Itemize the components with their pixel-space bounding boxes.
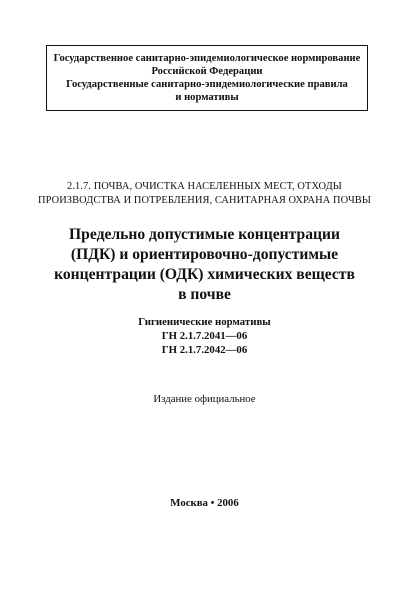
header-line-4: и нормативы [175,92,239,103]
header-line-1: Государственное санитарно-эпидемиологическое нормирование [53,53,361,64]
header-line-3: Государственные санитарно-эпидемиологические правила [66,79,348,90]
document-title [0,225,409,305]
subject-line-1: 2.1.7. ПОЧВА, ОЧИСТКА НАСЕЛЕННЫХ МЕСТ, ОТХОДЫ [67,181,342,192]
norms-block [0,315,409,357]
imprint-label: Москва • 2006 [170,497,239,509]
edition-label: Издание официальное [153,393,256,405]
title-line-2: (ПДК) и ориентировочно-допустимые [70,246,339,263]
header-line-2: Российской Федерации [151,66,263,77]
title-line-4: в почве [178,286,231,303]
norm-code-2: ГН 2.1.7.2042—06 [161,344,248,356]
subject-line-2: ПРОИЗВОДСТВА И ПОТРЕБЛЕНИЯ, САНИТАРНАЯ ОХРАНА ПОЧВЫ [37,195,371,206]
norms-heading: Гигиенические нормативы [138,316,271,328]
norm-code-1: ГН 2.1.7.2041—06 [161,330,248,342]
header-box [46,45,368,111]
title-line-1: Предельно допустимые концентрации [69,226,340,243]
subject-block [0,180,409,208]
title-line-3: концентрации (ОДК) химических веществ [54,266,355,283]
